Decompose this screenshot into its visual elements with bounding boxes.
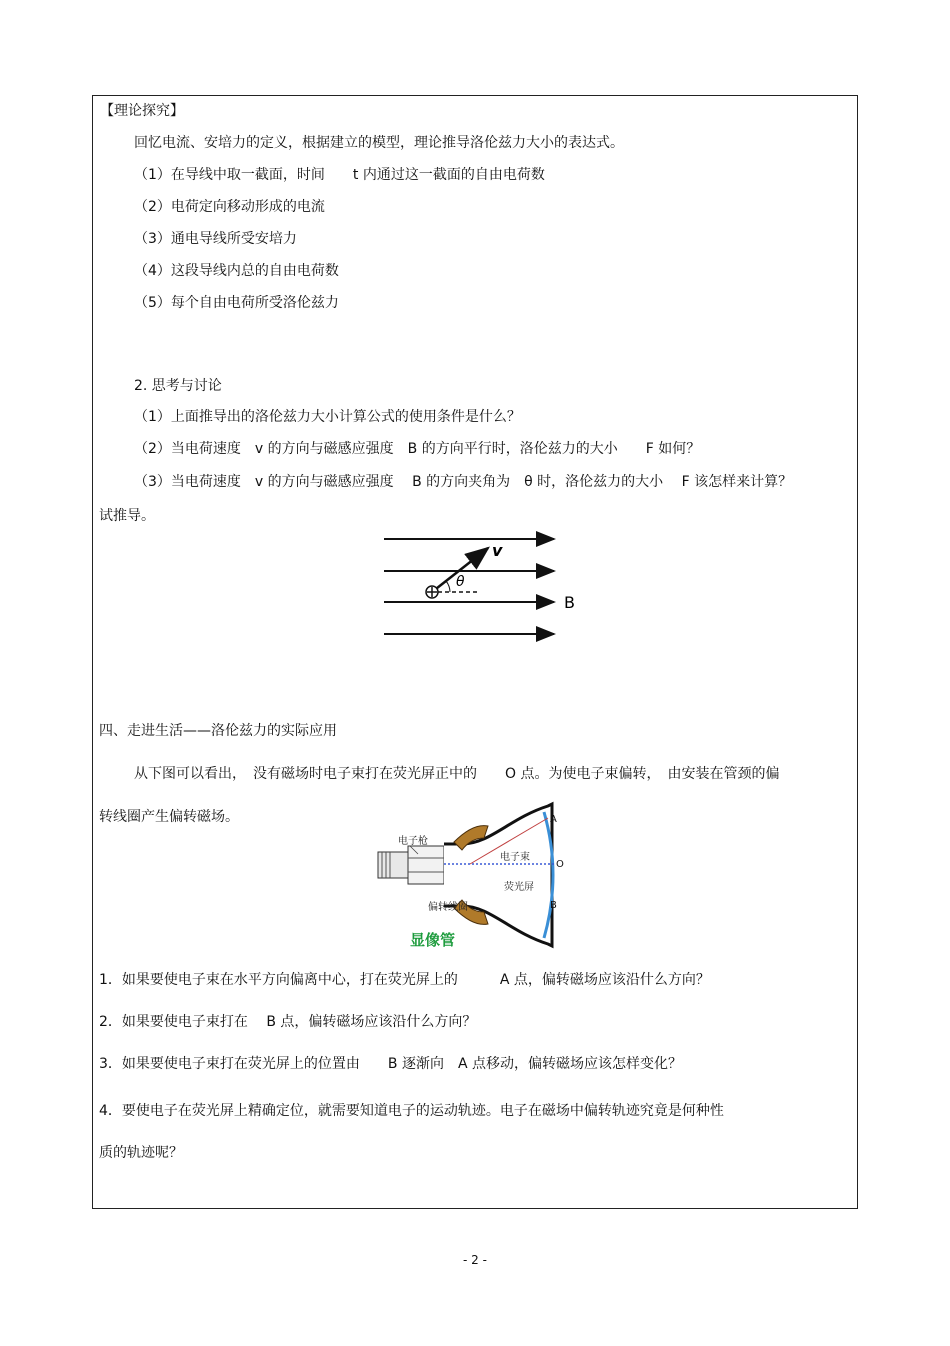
crt-tube-diagram	[370, 800, 575, 952]
theory-item-4: （4）这段导线内总的自由电荷数	[134, 263, 339, 279]
magnetic-field-diagram	[378, 528, 588, 646]
velocity-label: v	[492, 541, 503, 560]
discussion-q1: （1）上面推导出的洛伦兹力大小计算公式的使用条件是什么？	[134, 409, 521, 425]
life-paragraph-line1: 从下图可以看出， 没有磁场时电子束打在荧光屏正中的 O 点。为使电子束偏转， 由安装在管颈的偏	[134, 766, 780, 782]
discussion-q3-continued: 试推导。	[99, 508, 155, 524]
theory-item-3: （3）通电导线所受安培力	[134, 231, 297, 247]
theory-heading: 【理论探究】	[100, 103, 184, 119]
label-screen: 荧光屏	[504, 882, 534, 893]
life-paragraph-line2: 转线圈产生偏转磁场。	[99, 809, 239, 825]
theory-intro: 回忆电流、安培力的定义，根据建立的模型，理论推导洛伦兹力大小的表达式。	[134, 135, 624, 151]
question-3: 3．如果要使电子束打在荧光屏上的位置由 B 逐渐向 A 点移动，偏转磁场应该怎样变化？	[99, 1056, 682, 1072]
angle-label: θ	[456, 574, 465, 590]
crt-caption: 显像管	[410, 931, 456, 949]
discussion-q3: （3）当电荷速度 v 的方向与磁感应强度 B 的方向夹角为 θ 时，洛伦兹力的大小 F 该怎样来计算？	[134, 474, 793, 490]
label-electron-gun: 电子枪	[398, 836, 428, 847]
discussion-q2: （2）当电荷速度 v 的方向与磁感应强度 B 的方向平行时，洛伦兹力的大小 F 如何？	[134, 441, 701, 457]
label-point-o: O	[556, 859, 564, 870]
theory-item-2: （2）电荷定向移动形成的电流	[134, 199, 325, 215]
question-4-line1: 4．要使电子在荧光屏上精确定位，就需要知道电子的运动轨迹。电子在磁场中偏转轨迹究竟是何种性	[99, 1103, 724, 1119]
label-point-a: A	[550, 814, 557, 825]
discussion-heading: 2. 思考与讨论	[134, 378, 222, 394]
theory-item-1: （1）在导线中取一截面，时间 t 内通过这一截面的自由电荷数	[134, 167, 545, 183]
angle-arc	[446, 581, 450, 592]
field-label: B	[564, 593, 575, 612]
life-heading: 四、走进生活——洛伦兹力的实际应用	[99, 723, 337, 739]
label-deflection-coil: 偏转线圈	[428, 902, 468, 913]
question-4-line2: 质的轨迹呢？	[99, 1145, 183, 1161]
theory-item-5: （5）每个自由电荷所受洛伦兹力	[134, 295, 339, 311]
label-point-b: B	[550, 900, 557, 911]
question-2: 2．如果要使电子束打在 B 点，偏转磁场应该沿什么方向？	[99, 1014, 477, 1030]
question-1: 1．如果要使电子束在水平方向偏离中心，打在荧光屏上的 A 点，偏转磁场应该沿什么方向？	[99, 972, 710, 988]
page-number: - 2 -	[463, 1253, 487, 1267]
label-electron-beam: 电子束	[500, 852, 530, 863]
